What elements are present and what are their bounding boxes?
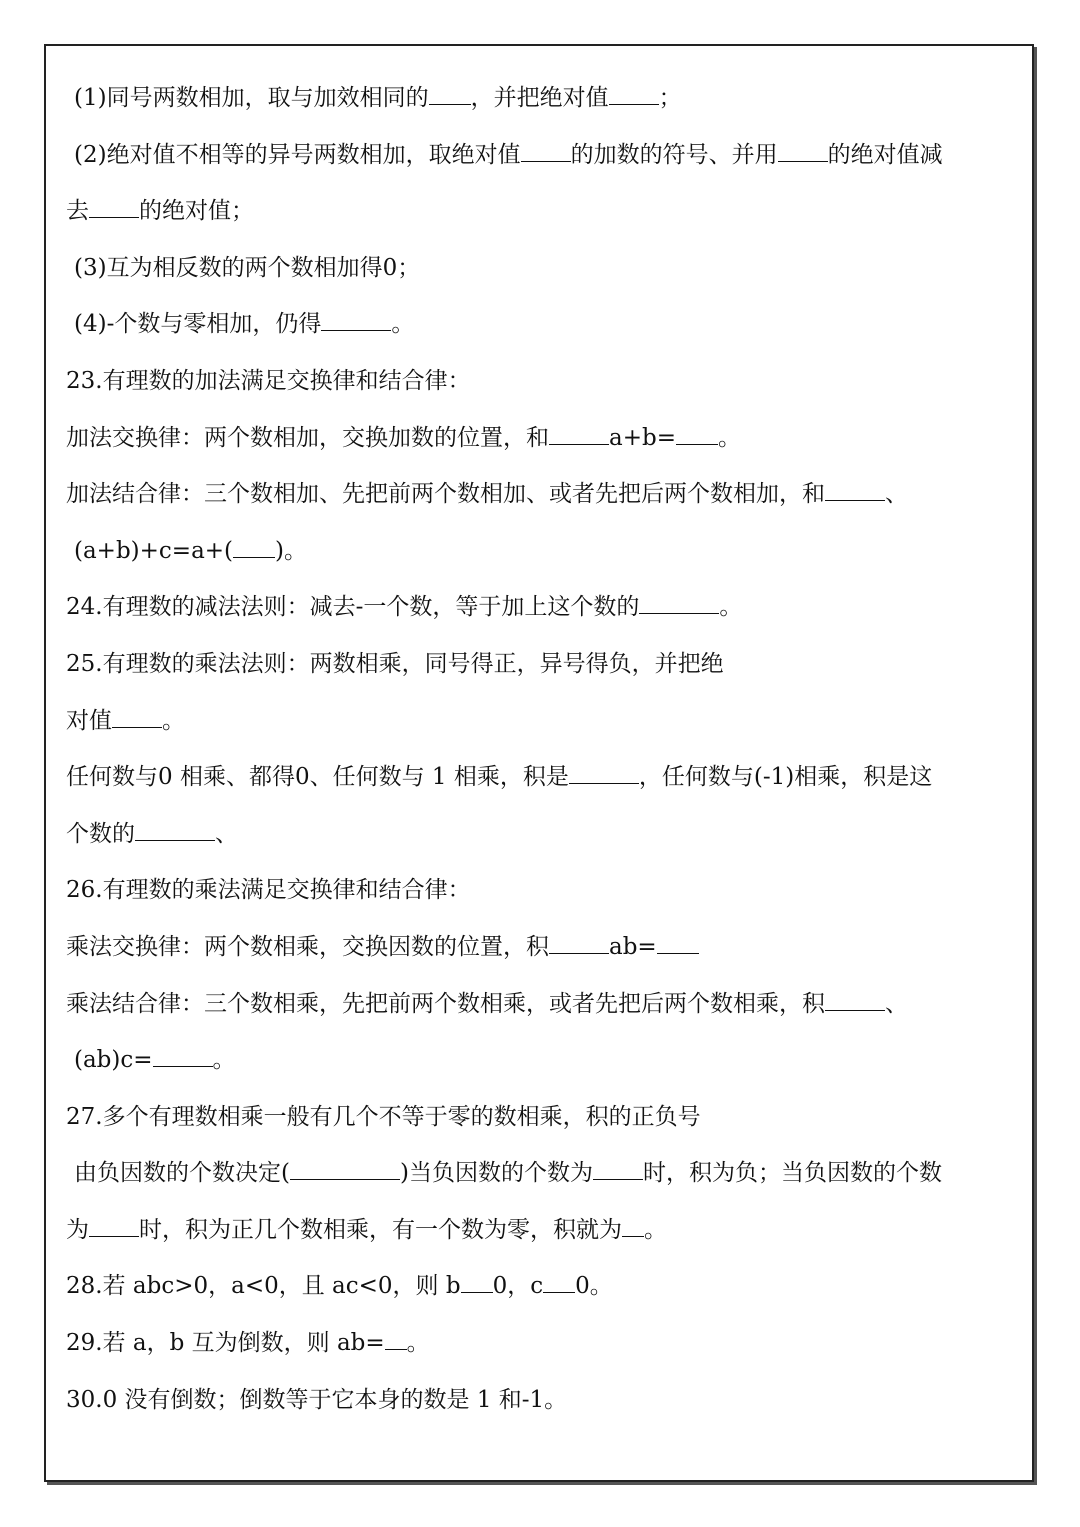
text-segment: 25.有理数的乘法法则：两数相乘，同号得正，异号得负，并把绝 xyxy=(66,650,724,677)
item-28-line xyxy=(66,1258,1026,1315)
text-segment: 的绝对值减 xyxy=(827,141,943,168)
text-segment: ，任何数与(-1)相乘，积是这 xyxy=(638,764,933,791)
item-27-final xyxy=(66,1202,1026,1259)
answer-blank xyxy=(290,1156,400,1180)
answer-blank xyxy=(609,81,659,105)
multiplication-commutative-line xyxy=(66,919,1026,976)
text-segment: )。 xyxy=(275,537,308,564)
answer-blank xyxy=(461,1269,493,1293)
multiply-by-one-continued xyxy=(66,806,1026,863)
text-segment: 的加数的符号、并用 xyxy=(570,141,778,168)
item-25-continued xyxy=(66,693,1026,750)
answer-blank xyxy=(89,194,139,218)
item-25-line xyxy=(66,636,1026,693)
text-segment: 乘法交换律：两个数相乘，交换因数的位置，积 xyxy=(66,933,549,960)
item-30-line xyxy=(66,1372,1026,1429)
answer-blank xyxy=(153,1043,213,1067)
answer-blank xyxy=(112,704,162,728)
answer-blank xyxy=(549,930,609,954)
answer-blank xyxy=(825,477,885,501)
text-segment: 。 xyxy=(717,424,741,451)
answer-blank xyxy=(569,760,639,784)
answer-blank xyxy=(593,1156,643,1180)
text-segment: )当负因数的个数为 xyxy=(399,1160,593,1187)
answer-blank xyxy=(639,590,719,614)
rule-4-line xyxy=(66,296,1026,353)
answer-blank xyxy=(543,1269,575,1293)
text-segment: 27.多个有理数相乘一般有几个不等于零的数相乘，积的正负号 xyxy=(66,1103,701,1130)
addition-associative-line xyxy=(66,466,1026,523)
text-segment: 29.若 a，b 互为倒数，则 ab= xyxy=(66,1330,385,1357)
addition-commutative-line xyxy=(66,410,1026,467)
text-segment: 0。 xyxy=(575,1273,613,1300)
text-segment: 为 xyxy=(66,1216,89,1243)
text-segment: 时，积为负；当负因数的个数 xyxy=(642,1160,942,1187)
item-23-heading xyxy=(66,353,1026,410)
text-segment: 乘法结合律：三个数相乘，先把前两个数相乘，或者先把后两个数相乘，积 xyxy=(66,990,825,1017)
text-segment: 24.有理数的减法法则：减去-一个数，等于加上这个数的 xyxy=(66,594,640,621)
text-segment: 的绝对值； xyxy=(139,198,254,225)
text-segment: (4)-个数与零相加，仍得 xyxy=(74,311,322,338)
text-segment: 任何数与0 相乘、都得0、任何数与 1 相乘，积是 xyxy=(66,764,569,791)
answer-blank xyxy=(429,81,471,105)
item-26-heading xyxy=(66,862,1026,919)
rule-3-line xyxy=(66,240,1026,297)
answer-blank xyxy=(89,1213,139,1237)
rule-2-line xyxy=(66,127,1026,184)
text-segment: ，并把绝对值 xyxy=(470,85,609,111)
text-segment: 。 xyxy=(212,1047,236,1074)
text-segment: 、 xyxy=(885,990,908,1017)
text-segment: 26.有理数的乘法满足交换律和结合律： xyxy=(66,877,471,904)
text-segment: (3)互为相反数的两个数相加得0； xyxy=(74,254,421,281)
text-segment: 23.有理数的加法满足交换律和结合律： xyxy=(66,367,471,394)
text-segment: 时，积为正几个数相乘，有一个数为零，积就为 xyxy=(139,1216,622,1243)
text-segment: (ab)c= xyxy=(74,1047,153,1074)
text-segment: (2)绝对值不相等的异号两数相加，取绝对值 xyxy=(74,141,521,168)
item-29-line xyxy=(66,1315,1026,1372)
text-segment: 由负因数的个数决定( xyxy=(74,1160,290,1187)
text-segment: 去 xyxy=(66,198,89,225)
text-segment: 0，c xyxy=(492,1273,544,1300)
addition-associative-formula xyxy=(66,523,1026,580)
answer-blank xyxy=(233,534,275,558)
text-segment: (a+b)+c=a+( xyxy=(74,537,234,564)
multiplication-associative-formula xyxy=(66,1032,1026,1089)
item-27-line xyxy=(66,1089,1026,1146)
rule-2-continued xyxy=(66,183,1026,240)
text-segment: 28.若 abc>0，a<0，且 ac<0，则 b xyxy=(66,1273,461,1300)
item-24-line xyxy=(66,579,1026,636)
text-segment: 加法结合律：三个数相加、先把前两个数相加、或者先把后两个数相加，和 xyxy=(66,481,825,508)
answer-blank xyxy=(385,1326,407,1350)
text-segment: 。 xyxy=(406,1330,430,1357)
answer-blank xyxy=(549,421,609,445)
multiply-by-one-line xyxy=(66,749,1026,806)
text-segment: (1)同号两数相加，取与加效相同的 xyxy=(74,85,429,111)
text-segment: 对值 xyxy=(66,707,112,734)
text-segment: 。 xyxy=(719,594,743,621)
multiplication-associative-line xyxy=(66,976,1026,1033)
answer-blank xyxy=(622,1213,644,1237)
text-segment: ； xyxy=(658,85,682,111)
text-segment: 。 xyxy=(162,707,185,734)
text-segment: 30.0 没有倒数；倒数等于它本身的数是 1 和-1。 xyxy=(66,1386,568,1413)
text-segment: ab= xyxy=(609,933,657,960)
text-segment: a+b= xyxy=(609,424,676,451)
answer-blank xyxy=(657,930,699,954)
answer-blank xyxy=(135,817,215,841)
text-segment: 。 xyxy=(644,1216,667,1243)
text-segment: 、 xyxy=(215,820,238,847)
text-segment: 个数的 xyxy=(66,820,135,847)
answer-blank xyxy=(676,421,718,445)
rule-1-line xyxy=(66,70,1026,127)
text-segment: 。 xyxy=(391,311,415,338)
text-segment: 、 xyxy=(885,481,908,508)
answer-blank xyxy=(521,138,571,162)
document-body xyxy=(66,70,1026,1428)
answer-blank xyxy=(825,987,885,1011)
answer-blank xyxy=(778,138,828,162)
text-segment: 加法交换律：两个数相加，交换加数的位置，和 xyxy=(66,424,549,451)
item-27-continued xyxy=(66,1145,1026,1202)
answer-blank xyxy=(321,307,391,331)
